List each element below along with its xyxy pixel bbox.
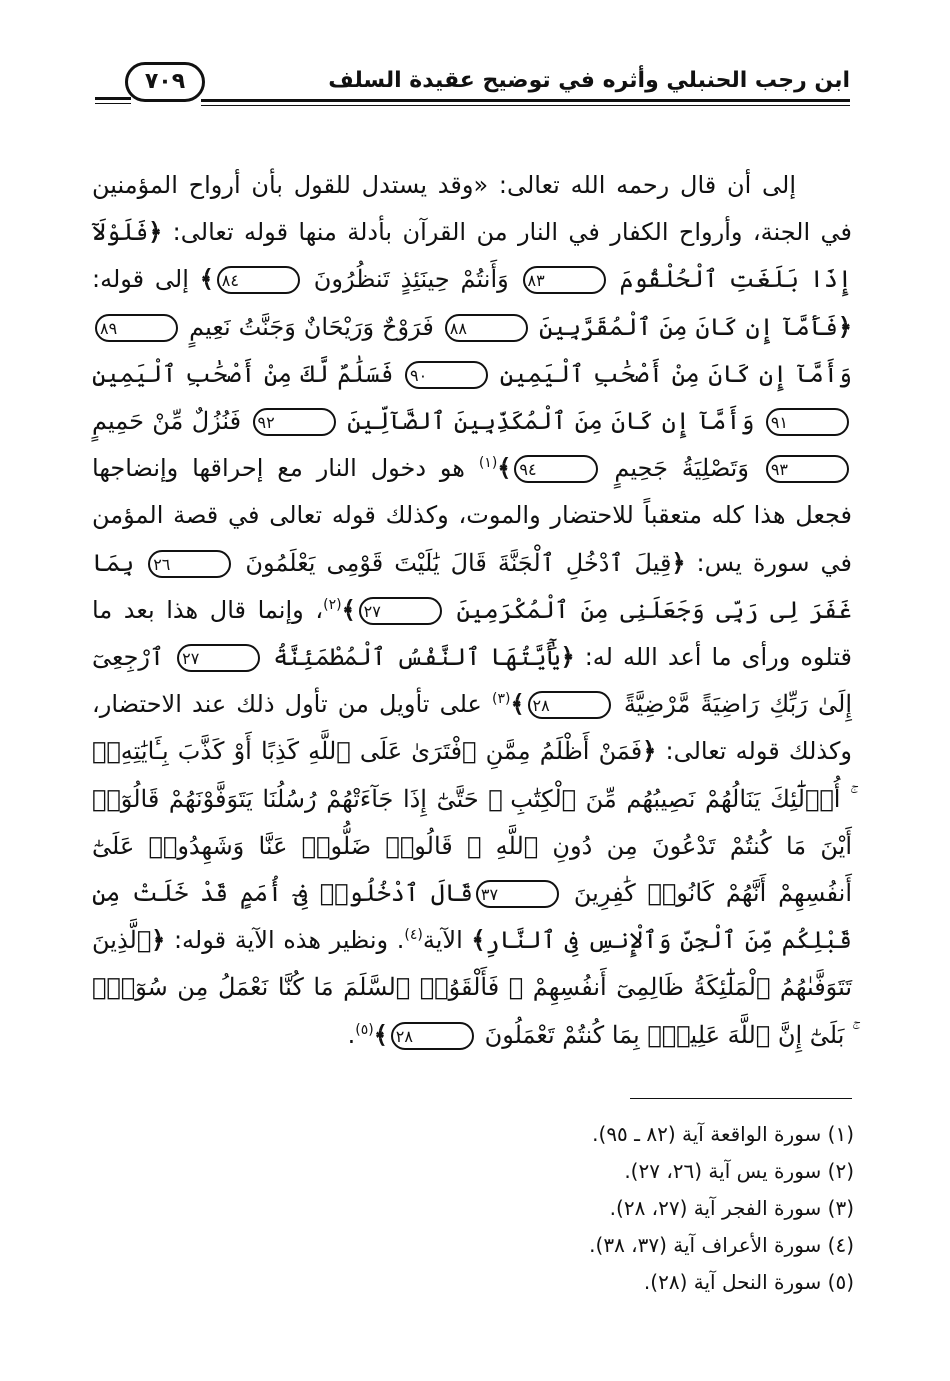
quran-bracket-open: ﴿ xyxy=(642,737,657,766)
footnote-ref: (٥) xyxy=(355,1021,374,1038)
verse-number-marker: ٢٨ xyxy=(528,691,611,719)
footnotes xyxy=(154,1116,854,1301)
verse-number-marker: ٨٤ xyxy=(217,266,300,294)
quran-verse: ٱلَّذِينَ تَتَوَفَّىٰهُمُ ٱلْمَلَٰٓئِكَةُ ظَالِمِىٓ أَنفُسِهِمْ ۖ فَأَلْقَوُا۟ ٱلسَّلَمَ مَا كُنَّا نَعْمَلُ مِن سُوٓءٍۭ ۚ بَلَىٰٓ إِنَّ ٱللَّهَ عَلِيمٌۢ بِمَا كُنتُمْ تَعْمَلُونَ xyxy=(92,926,852,1049)
quran-verse: وَأَمَّآ إِن كَانَ مِنْ أَصْحَٰبِ ٱلْيَمِينِ xyxy=(499,359,852,388)
footnote-ref: (١) xyxy=(478,455,498,472)
quran-bracket-close: ﴾ xyxy=(341,595,356,624)
quran-bracket-close: ﴾ xyxy=(373,1020,388,1049)
verse-number-marker: ٩١ xyxy=(766,408,849,436)
footnote-separator xyxy=(630,1098,852,1099)
paragraph xyxy=(92,162,852,1059)
verse-number-marker: ٣٧ xyxy=(476,880,559,908)
text-run: الآية xyxy=(422,926,472,955)
verse-number-marker: ٢٧ xyxy=(177,644,260,672)
quran-bracket-close: ﴾ xyxy=(199,265,214,294)
verse-number-marker: ٩٠ xyxy=(405,361,488,389)
text-run: هو دخول النار مع إحراقها وإنضاجها فجعل هذا كله متعقباً للاحتضار والموت، وكذلك قوله تعالى في قصة المؤمن في سورة يس: xyxy=(92,454,853,577)
quran-verse: فَلَوْلَآ إِذَا بَلَغَتِ ٱلْحُلْقُومَ xyxy=(92,218,852,294)
footnote-1: (١) سورة الواقعة آية (٨٢ ـ ٩٥). xyxy=(592,1122,854,1146)
text-run: إلى قوله: xyxy=(92,265,200,294)
quran-bracket-close: ﴾ xyxy=(471,926,486,955)
verse-number-marker: ٨٨ xyxy=(445,314,528,342)
text-run: إلى أن قال رحمه الله تعالى: «وقد يستدل للقول بأن أرواح المؤمنين في الجنة، وأرواح الكفار في النار من القرآن بأدلة منها قوله تعالى: xyxy=(92,171,852,247)
quran-verse: وَتَصْلِيَةُ جَحِيمٍ xyxy=(614,454,749,483)
footnote-ref: (٣) xyxy=(491,691,511,708)
header-rule-thin xyxy=(201,105,850,106)
footnote-3: (٣) سورة الفجر آية (٢٧، ٢٨). xyxy=(609,1196,854,1220)
quran-verse: قَالَ ٱدْخُلُوا۟ فِىٓ أُمَمٍ قَدْ خَلَتْ مِن قَبْلِكُم مِّنَ ٱلْجِنِّ وَٱلْإِنسِ فِى ٱلنَّارِ xyxy=(92,879,852,955)
quran-bracket-open: ﴿ xyxy=(151,926,166,955)
footnote-4: (٤) سورة الأعراف آية (٣٧، ٣٨). xyxy=(589,1233,854,1257)
text-run: على تأويل من تأول ذلك عند الاحتضار، وكذلك قوله تعالى: xyxy=(92,690,853,766)
quran-bracket-open: ﴿ xyxy=(560,643,575,672)
header-rule xyxy=(201,99,850,102)
text-run: . xyxy=(347,1020,356,1049)
quran-verse: قِيلَ ٱدْخُلِ ٱلْجَنَّةَ قَالَ يَٰلَيْتَ قَوْمِى يَعْلَمُونَ xyxy=(245,548,672,577)
text-run: ، وإنما قال هذا بعد ما قتلوه ورأى ما أعد الله له: xyxy=(92,595,852,672)
quran-verse: فَرَوْحٌ وَرَيْحَانٌ وَجَنَّتُ نَعِيمٍ xyxy=(189,312,434,341)
header-rule-left xyxy=(95,97,131,100)
text-run: . ونظير هذه الآية قوله: xyxy=(165,926,405,955)
quran-verse: ٱرْجِعِىٓ إِلَىٰ رَبِّكِ رَاضِيَةً مَّرْضِيَّةً xyxy=(92,643,852,719)
verse-number-marker: ٢٨ xyxy=(391,1022,474,1050)
quran-verse: وَأَمَّآ إِن كَانَ مِنَ ٱلْمُكَذِّبِينَ ٱلضَّآلِّينَ xyxy=(347,407,755,436)
verse-number-marker: ٨٩ xyxy=(95,314,178,342)
footnote-ref: (٢) xyxy=(323,596,342,613)
page-number: ٧٠٩ xyxy=(125,62,205,102)
footnote-2: (٢) سورة يس آية (٢٦، ٢٧). xyxy=(624,1159,854,1183)
verse-number-marker: ٢٦ xyxy=(148,550,231,578)
verse-number-marker: ٩٣ xyxy=(766,455,849,483)
quran-verse: بِمَا غَفَرَ لِى رَبِّى وَجَعَلَنِى مِنَ ٱلْمُكْرَمِينَ xyxy=(92,548,852,624)
verse-number-marker: ٨٣ xyxy=(523,266,606,294)
quran-bracket-open: ﴿ xyxy=(671,548,686,577)
verse-number-marker: ٩٤ xyxy=(514,455,597,483)
quran-bracket-close: ﴾ xyxy=(497,454,512,483)
verse-number-marker: ٢٧ xyxy=(359,597,442,625)
quran-verse: فَنُزُلٌ مِّنْ حَمِيمٍ xyxy=(92,407,242,436)
quran-verse: فَمَنْ أَظْلَمُ مِمَّنِ ٱفْتَرَىٰ عَلَى ٱللَّهِ كَذِبًا أَوْ كَذَّبَ بِـَٔايَٰتِهِۦٓ ۚ أُو۟لَٰٓئِكَ يَنَالُهُمْ نَصِيبُهُم مِّنَ ٱلْكِتَٰبِ ۖ حَتَّىٰٓ إِذَا جَآءَتْهُمْ رُسُلُنَا يَتَوَفَّوْنَهُمْ قَالُوٓا۟ أَيْنَ مَا كُنتُمْ تَدْعُونَ مِن دُونِ ٱللَّهِ ۖ قَالُوا۟ ضَلُّوا۟ عَنَّا وَشَهِدُوا۟ عَلَىٰٓ أَنفُسِهِمْ أَنَّهُمْ كَانُوا۟ كَٰفِرِينَ xyxy=(92,737,852,908)
footnote-5: (٥) سورة النحل آية (٢٨). xyxy=(643,1270,854,1294)
quran-verse: يَٰٓأَيَّتُهَا ٱلنَّفْسُ ٱلْمُطْمَئِنَّةُ xyxy=(273,643,561,672)
quran-verse: وَأَنتُمْ حِينَئِذٍ تَنظُرُونَ xyxy=(313,265,509,294)
header-rule-left-thin xyxy=(95,103,131,104)
quran-verse: فَسَلَٰمٌ لَّكَ مِنْ أَصْحَٰبِ ٱلْيَمِينِ xyxy=(92,359,394,388)
quran-bracket-close: ﴾ xyxy=(510,690,525,719)
page-header xyxy=(95,58,850,120)
main-text xyxy=(92,162,852,1059)
quran-bracket-open: ﴿ xyxy=(837,312,853,341)
quran-bracket-open: ﴿ xyxy=(148,218,163,247)
footnote-ref: (٤) xyxy=(404,927,423,944)
quran-verse: فَأَمَّآ إِن كَانَ مِنَ ٱلْمُقَرَّبِينَ xyxy=(538,312,838,341)
verse-number-marker: ٩٢ xyxy=(253,408,336,436)
running-title: ابن رجب الحنبلي وأثره في توضيح عقيدة السلف xyxy=(328,68,850,93)
